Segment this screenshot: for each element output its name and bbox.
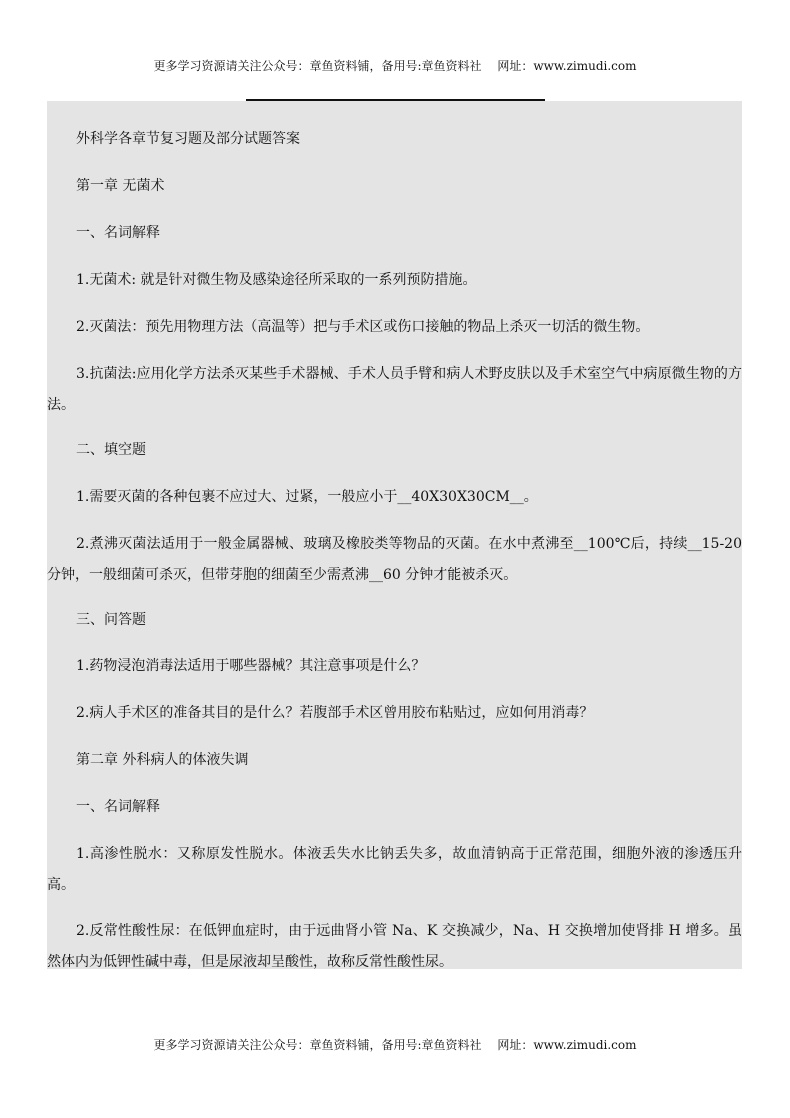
chapter-heading: 第二章 外科病人的体液失调	[76, 752, 249, 768]
section-heading: 三、问答题	[76, 612, 146, 628]
page-footer: 更多学习资源请关注公众号：章鱼资料铺，备用号:章鱼资料社 网址：www.zimudi.com	[153, 1038, 637, 1052]
paragraph: 2.灭菌法：预先用物理方法（高温等）把与手术区或伤口接触的物品上杀灭一切活的微生物。	[76, 319, 650, 335]
chapter-heading: 第一章 无菌术	[76, 178, 165, 194]
document-title: 外科学各章节复习题及部分试题答案	[76, 131, 300, 147]
page-header: 更多学习资源请关注公众号：章鱼资料铺，备用号:章鱼资料社 网址：www.zimudi.com	[153, 59, 637, 73]
paragraph: 1.药物浸泡消毒法适用于哪些器械？其注意事项是什么？	[76, 658, 426, 674]
paragraph: 2.煮沸灭菌法适用于一般金属器械、玻璃及橡胶类等物品的灭菌。在水中煮沸至__100℃后，持续__15-20 分钟，一般细菌可杀灭，但带芽胞的细菌至少需煮沸__60 分钟才能被杀灭。	[47, 536, 742, 583]
section-heading: 二、填空题	[76, 442, 146, 458]
paragraph: 1.无菌术: 就是针对微生物及感染途径所采取的一系列预防措施。	[76, 272, 477, 288]
section-heading: 一、名词解释	[76, 225, 160, 241]
paragraph: 2.病人手术区的准备其目的是什么？若腹部手术区曾用胶布粘贴过，应如何用消毒？	[76, 705, 594, 721]
paragraph: 1.高渗性脱水：又称原发性脱水。体液丢失水比钠丢失多，故血清钠高于正常范围，细胞外液的渗透压升高。	[47, 846, 742, 893]
paragraph: 3.抗菌法:应用化学方法杀灭某些手术器械、手术人员手臂和病人术野皮肤以及手术室空气中病原微生物的方法。	[47, 366, 742, 413]
paragraph: 1.需要灭菌的各种包裹不应过大、过紧，一般应小于__40X30X30CM__。	[76, 489, 538, 505]
paragraph: 2.反常性酸性尿：在低钾血症时，由于远曲肾小管 Na、K 交换减少，Na、H 交换增加使肾排 H 增多。虽然体内为低钾性碱中毒，但是尿液却呈酸性，故称反常性酸性尿。	[47, 923, 742, 970]
section-heading: 一、名词解释	[76, 799, 160, 815]
document-body	[47, 101, 742, 969]
